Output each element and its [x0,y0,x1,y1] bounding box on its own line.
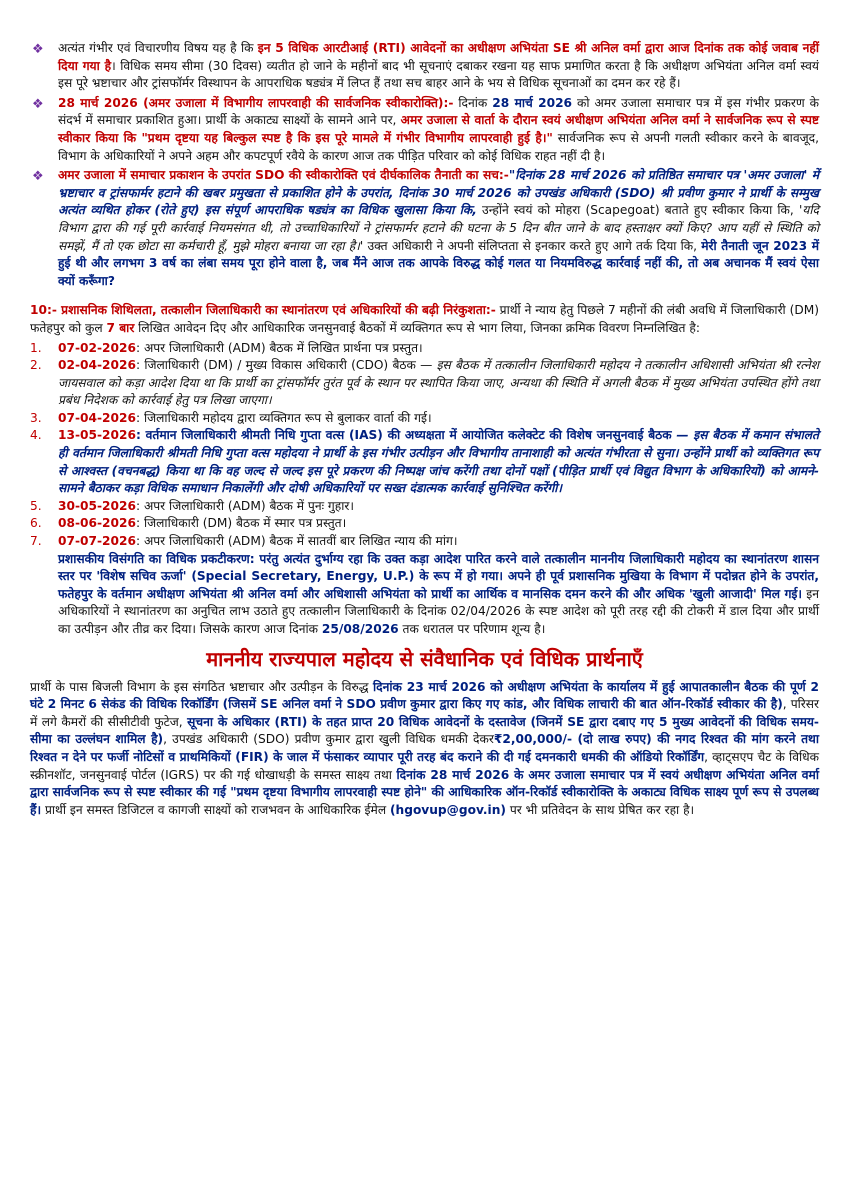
text: को अमर उजाला समाचार पत्र में इस गंभीर प्रकरण के संदर्भ में समाचार प्रकाशित हुआ। प्रार्थी के अकाट्य साक्ष्यों के सामने आने पर, [58,95,819,128]
list-item [30,340,819,358]
text: , व्हाट्सएप चैट के विधिक स्क्रीनशॉट, जनसुनवाई पोर्टल (IGRS) पर की गई धोखाधड़ी के समस्त साक्ष्य तथा [30,749,819,782]
item-date: 07-04-2026 [58,410,136,425]
highlight: दिनांक 28 मार्च 2026 के अमर उजाला समाचार पत्र में स्वयं अधीक्षण अभियंता अनिल वर्मा द्वारा सार्वजनिक रूप से स्पष्ट स्वीकार की गई "प्रथम दृष्टया विभागीय लापरवाही स्पष्ट होने" की आधिकारिक ऑन-रिकॉर्ड स्वीकारोक्ति के अकाट्य विधिक साक्ष्य पूर्ण रूप से उपलब्ध हैं। [30,767,819,817]
meeting-list [30,340,819,551]
item-number: 1. [30,340,42,355]
item-number: 4. [30,428,42,443]
item-number: 3. [30,410,42,425]
item-date: 13-05-2026 [58,428,136,443]
highlight-date: 25/08/2026 [321,622,399,636]
highlight: प्रशासकीय विसंगति का विधिक प्रकटीकरण: परंतु अत्यंत दुर्भाग्य रहा कि उक्त कड़ा आदेश पारित करने वाले तत्कालीन माननीय जिलाधिकारी महोदय का स्थानांतरण शासन स्तर पर 'विशेष सचिव ऊर्जा' (Special Secretary, Energy, U.P.) के रूप में हो गया। अपने ही पूर्व प्रशासनिक मुखिया के विभाग में पदोन्नत होने के उपरांत, फतेहपुर के वर्तमान अधीक्षण अभियंता श्री अनिल वर्मा और अधिशासी अभियंता को प्रार्थी का आर्थिक व मानसिक दमन करने की और अधिक 'खुली आजादी' मिल गई। [58,551,819,601]
item-number: 7. [30,534,42,549]
page-heading: माननीय राज्यपाल महोदय से संवैधानिक एवं विधिक प्रार्थनाएँ [206,646,643,671]
text: , उपखंड अधिकारी (SDO) प्रवीण कुमार द्वारा खुली विधिक धमकी देकर [163,732,494,747]
section-heading: 10:- प्रशासनिक शिथिलता, तत्कालीन जिलाधिकारी का स्थानांतरण एवं अधिकारियों की बढ़ी निरंकुशता:- [30,303,496,318]
text: , परिसर में लगे कैमरों की सीसीटीवी फुटेज, [30,697,819,729]
text: इन अधिकारियों ने स्थानांतरण का अनुचित लाभ उठाते हुए तत्कालीन जिलाधिकारी के दिनांक 02/04/2026 के स्पष्ट आदेश को पूरी तरह रद्दी की टोकरी में डाल दिया और प्रार्थी का उत्पीड़न और तीव्र कर दिया। जिसके कारण आज दिनांक [58,586,820,636]
item-text: : जिलाधिकारी महोदय द्वारा व्यक्तिगत रूप से बुलाकर वार्ता की गई। [135,410,432,425]
highlight: मेरी तैनाती जून 2023 में हुई थी और लगभग 3 वर्ष का लंबा समय पूरा होने वाला है, जब मैंने आज तक आपके विरुद्ध कोई गलत या नियमविरुद्ध कार्रवाई नहीं की, तो अब अचानक मैं स्वयं ऐसा क्यों करूँगा? [58,238,819,288]
text: प्रार्थी के पास बिजली विभाग के इस संगठित भ्रष्टाचार और उत्पीड़न के विरुद्ध [30,679,373,694]
item-date: 08-06-2026 [58,516,136,531]
list-item [30,427,819,497]
text: प्रार्थी इन समस्त डिजिटल व कागजी साक्ष्यों को राजभवन के आधिकारिक ईमेल [41,802,390,817]
list-item [30,498,819,516]
email-text: (hgovup@gov.in) [389,802,506,817]
diamond-bullet-icon: ❖ [32,42,44,57]
item-detail: — इस बैठक में कमान संभालते ही वर्तमान जिलाधिकारी श्रीमती निधि गुप्ता वत्स महोदया ने प्रार्थी के इस गंभीर उत्पीड़न और विभागीय तानाशाही को अत्यंत गंभीरता से सुना। उन्होंने प्रार्थी को व्यक्तिगत रूप से आश्वस्त (वचनबद्ध) किया था कि वह जल्द से जल्द इस पूरे प्रकरण की निष्पक्ष जांच करेंगी तथा दोनों पक्षों (पीड़ित प्रार्थी एवं विद्युत विभाग के अधिकारियों) को आमने-सामने बैठाकर कड़ा विधिक समाधान निकालेंगी और दोषी अधिकारियों पर सख्त दंडात्मक कार्रवाई सुनिश्चित करेंगी। [58,428,819,496]
highlight: "दिनांक 28 मार्च 2026 को प्रतिष्ठित समाचार पत्र 'अमर उजाला' में भ्रष्टाचार व ट्रांसफार्मर हटाने की खबर प्रमुखता से प्रकाशित होने के उपरांत, दिनांक 30 मार्च 2026 को उपखंड अधिकारी (SDO) श्री प्रवीण कुमार ने प्रार्थी के सम्मुख अत्यंत व्यथित होकर (रोते हुए) इस संपूर्ण आपराधिक षड्यंत्र का विधिक खुलासा किया कि, [58,168,820,218]
text: उक्त अधिकारी ने अपनी संलिप्तता से इनकार करते हुए आगे तर्क दिया कि, [363,238,702,253]
item-text: : अपर जिलाधिकारी (ADM) बैठक में लिखित प्रार्थना पत्र प्रस्तुत। [135,340,423,355]
item-text: : वर्तमान जिलाधिकारी श्रीमती निधि गुप्ता वत्स (IAS) की अध्यक्षता में आयोजित कलेक्टेट की विशेष जनसुनवाई बैठक [135,428,672,443]
text: उन्होंने स्वयं को मोहरा (Scapegoat) बताते हुए स्वीकार किया कि, [476,203,799,218]
item-date: 07-02-2026 [58,340,136,355]
text: सार्वजनिक रूप से अपनी गलती स्वीकार करने के बावजूद, विभाग के अधिकारियों ने अपने अहम और कपटपूर्ण रवैये के कारण आज तक पीड़ित परिवार को कोई विधिक राहत नहीं दी है। [58,130,819,163]
highlight: इन 5 विधिक आरटीआई (RTI) आवेदनों का अधीक्षण अभियंता SE श्री अनिल वर्मा द्वारा आज दिनांक तक कोई जवाब नहीं दिया गया है [58,41,819,73]
bullet-rti-nonresponse [30,40,819,93]
highlight: अमर उजाला से वार्ता के दौरान स्वयं अधीक्षण अभियंता अनिल वर्मा ने सार्वजनिक रूप से स्पष्ट स्वीकार किया कि "प्रथम दृष्टया यह बिल्कुल स्पष्ट है कि इस पूरे मामले में गंभीर विभागीय लापरवाही हुई है।" [58,113,820,145]
highlight: 7 बार [106,320,135,335]
list-item [30,515,819,533]
item-text: : अपर जिलाधिकारी (ADM) बैठक में सातवीं बार लिखित न्याय की मांग। [135,534,458,549]
text: । विधिक समय सीमा (30 दिवस) व्यतीत हो जाने के महीनों बाद भी सूचनाएं दबाकर रखना यह साफ प्रमाणित करता है कि अधीक्षण अभियंता अनिल वर्मा स्वयं इस पूरे भ्रष्टाचार और ट्रांसफॉर्मर विस्थापन के आपराधिक षड्यंत्र में लिप्त हैं तथा सच बाहर आने के भय से विधिक सूचनाओं का दमन कर रहे हैं। [58,58,819,91]
text: पर भी प्रतिवेदन के साथ प्रेषित कर रहा है। [505,802,695,817]
item-number: 2. [30,358,42,373]
highlight-date: 28 मार्च 2026 [492,95,573,110]
diamond-bullet-icon: ❖ [32,169,44,185]
item-date: 07-07-2026 [58,534,136,549]
item-number: 5. [30,498,42,513]
bullet-heading: 28 मार्च 2026 (अमर उजाला में विभागीय लापरवाही की सार्वजनिक स्वीकारोक्ति):- [58,95,454,110]
highlight: ₹2,00,000/- (दो लाख रुपए) की नगद रिश्वत की मांग करने तथा रिश्वत न देने पर फर्जी नोटिसों व प्राथमिकियों (FIR) के जाल में फंसाकर व्यापार पूरी तरह बंद कराने की दी गई दमनकारी धमकी की ऑडियो रिकॉर्डिंग [30,732,819,764]
highlight: सूचना के अधिकार (RTI) के तहत प्राप्त 20 विधिक आवेदनों के दस्तावेज (जिनमें SE द्वारा दबाए गए 5 मुख्य आवेदनों की विधिक समय-सीमा का उल्लंघन शामिल है) [30,714,819,747]
item-detail: इस बैठक में तत्कालीन जिलाधिकारी महोदय ने तत्कालीन अधिशासी अभियंता श्री रत्नेश जायसवाल को कड़ा आदेश दिया था कि प्रार्थी का ट्रांसफॉर्मर तुरंत पूर्व के स्थान पर स्थापित किया जाए, अन्यथा की स्थिति में अगली बैठक में मुख्य अभियंता उपस्थित होंगे तथा प्रबंध निदेशक को कार्रवाई हेतु पत्र लिखा जाएगा। [58,358,819,408]
text: प्रार्थी ने न्याय हेतु पिछले 7 महीनों की लंबी अवधि में जिलाधिकारी (DM) फतेहपुर को कुल [30,303,819,335]
item-text: : जिलाधिकारी (DM) बैठक में स्मार पत्र प्रस्तुत। [135,516,347,531]
list-item [30,410,819,428]
administrative-anomaly [30,551,819,639]
text: लिखित आवेदन दिए और आधिकारिक जनसुनवाई बैठकों में व्यक्तिगत रूप से भाग लिया, जिनका क्रमिक विवरण निम्नलिखित है: [134,320,700,335]
item-number: 6. [30,516,42,531]
evidence-paragraph [30,679,819,820]
item-text: : जिलाधिकारी (DM) / मुख्य विकास अधिकारी (CDO) बैठक — [135,358,437,373]
text: दिनांक [453,95,493,110]
text: तक धरातल पर परिणाम शून्य है। [398,622,546,636]
diamond-bullet-icon: ❖ [32,96,44,112]
highlight: दिनांक 23 मार्च 2026 को अधीक्षण अभियंता के कार्यालय में हुई आपातकालीन बैठक की पूर्ण 2 घंटे 2 मिनट 6 सेकंड की विधिक रिकॉर्डिंग (जिसमें SE अनिल वर्मा ने SDO प्रवीण कुमार द्वारा किए गए कांड, और विधिक लाचारी की बात ऑन-रिकॉर्ड स्वीकार की है) [30,679,819,712]
section-10 [30,302,819,337]
item-date: 02-04-2026 [58,358,136,373]
text: अत्यंत गंभीर एवं विचारणीय विषय यह है कि [58,41,258,55]
bullet-sdo-admission [30,167,819,290]
list-item [30,533,819,551]
bullet-amar-ujala-admission [30,95,819,165]
quote: 'यदि विभाग द्वारा की गई पूरी कार्रवाई नियमसंगत थी, तो उच्चाधिकारियों ने ट्रांसफार्मर हटाने की घटना के 5 दिन बीत जाने के बाद हस्ताक्षर क्यों किए? आप यहीं से स्थिति को समझें, मैं तो एक छोटा सा कर्मचारी हूँ, मुझे मोहरा बनाया जा रहा है।' [58,203,819,253]
bullet-heading: अमर उजाला में समाचार प्रकाशन के उपरांत SDO की स्वीकारोक्ति एवं दीर्घकालिक तैनाती का सच:- [58,168,509,183]
item-date: 30-05-2026 [58,498,136,513]
list-item [30,357,819,410]
item-text: : अपर जिलाधिकारी (ADM) बैठक में पुनः गुहार। [135,498,355,513]
